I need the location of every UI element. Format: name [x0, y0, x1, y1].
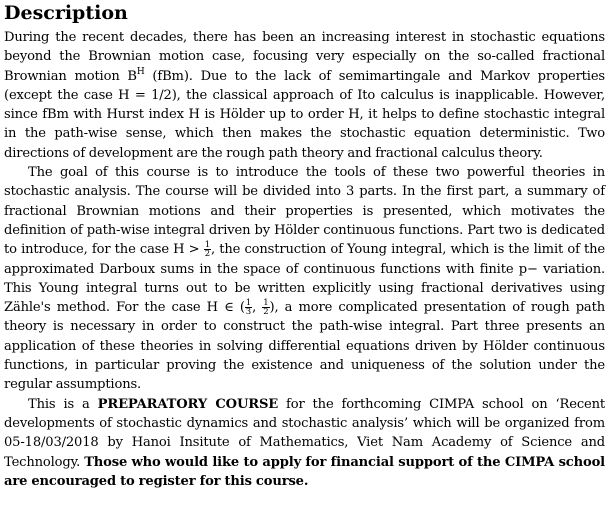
fraction-one-half-upper: [262, 299, 269, 316]
fraction-numerator: 1: [204, 240, 210, 251]
goal-text-part-3: ), a more complicated presentation of rough path theory is necessary in order to construct the path-wise integral. Part three presents an application of these theories in solving differential equations driven by Hölder continuous functions, in particular proving the existence and uniqueness of the solution under the regular assumptions.: [4, 300, 605, 393]
goal-text-part-2: , the construction of Young integral, which is the limit of the approximated Darboux sums in the space of continuous functions with finite p− variation. This Young integral turns out to be written explicitly using fractional derivatives using Zähle's method. For the case H ∈ (: [4, 242, 606, 316]
document-page: [4, 0, 605, 491]
fraction-numerator: 1: [263, 298, 269, 309]
fraction-denominator: 2: [204, 249, 210, 260]
paragraph-course-goal: [4, 163, 605, 395]
interval-separator: ,: [252, 300, 263, 316]
fraction-one-half: [204, 241, 211, 258]
preparatory-course-label: PREPARATORY COURSE: [97, 396, 279, 412]
fraction-denominator: 3: [245, 307, 252, 318]
superscript-h: H: [136, 66, 145, 77]
paragraph-intro: [4, 28, 605, 163]
intro-text-part-2: (fBm). Due to the lack of semimartingale and Markov properties (except the case H = 1/2), the classical approach of Ito calculus is inapplicable. However, since fBm with Hurst index H is Hölder up to order H, it helps to define stochastic integral in the path-wise sense, which then makes the stochastic equation deterministic. Two directions of development are the rough path theory and fractional calculus theory.: [4, 68, 605, 161]
announcement-text-part-2: for the forthcoming CIMPA school on ‘Recent developments of stochastic dynamics and stochastic analysis’ which will be organized from 05-18/03/2018 by Hanoi Insitute of Mathematics, Viet Nam Academy of Science and Technology.: [4, 396, 605, 470]
fraction-one-third: [245, 299, 252, 316]
intro-text-part-1: During the recent decades, there has been an increasing interest in stochastic equations beyond the Brownian motion case, focusing very especially on the so-called fractional Brownian motion B: [4, 30, 605, 84]
announcement-text-part-1: This is a: [28, 396, 98, 412]
fraction-denominator: 2: [263, 307, 269, 318]
registration-notice: Those who would like to apply for financial support of the CIMPA school are encouraged to register for this course.: [4, 454, 605, 489]
section-heading: Description: [4, 2, 128, 24]
paragraph-announcement: [4, 395, 605, 491]
fraction-numerator: 1: [245, 298, 252, 309]
goal-text-part-1: The goal of this course is to introduce the tools of these two powerful theories in stochastic analysis. The course will be divided into 3 parts. In the first part, a summary of fractional Brownian motions and their properties is presented, which motivates the definition of path-wise integral driven by Hölder continuous functions. Part two is dedicated to introduce, for the case H >: [4, 165, 605, 258]
